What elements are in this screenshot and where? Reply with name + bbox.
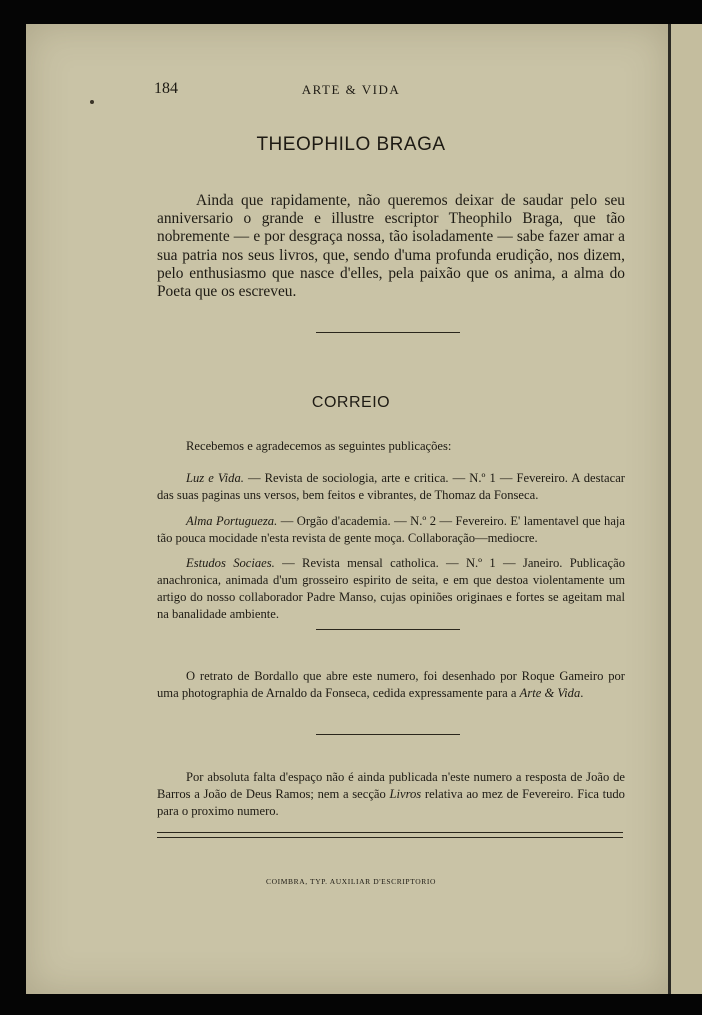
- article-body: Ainda que rapidamente, não queremos deixar de saudar pelo seu anniversario o grande e illustre escriptor Theophilo Braga, que tão nobremente — e por desgraça nossa, tão isoladamente — sabe fazer amar a sua patria nos seus livros, que, sendo d'uma profunda erudição, nos dizem, pelo enthusiasmo que nasce d'elles, pela paixão que os anima, a alma do Poeta que os escreveu.: [157, 192, 625, 301]
- space-note: [157, 769, 625, 820]
- portrait-note-text: O retrato de Bordallo que abre este numero, foi desenhado por Roque Gameiro por uma photographia de Arnaldo da Fonseca, cedida expressamente para a: [157, 669, 625, 700]
- section-divider: [316, 332, 460, 333]
- footer-double-rule: [157, 832, 623, 838]
- printer-imprint: COIMBRA, TYP. AUXILIAR D'ESCRIPTORIO: [266, 877, 436, 886]
- correio-entry: [157, 555, 625, 623]
- correio-intro: Recebemos e agradecemos as seguintes publicações:: [186, 439, 452, 453]
- correio-entry: [157, 513, 625, 547]
- publication-title: Alma Portugueza.: [186, 514, 278, 528]
- publication-title: Estudos Sociaes.: [186, 556, 275, 570]
- publication-description: — Revista de sociologia, arte e critica. — N.º 1 — Fevereiro. A destacar das suas paginas uns versos, bem feitos e vibrantes, de Thomaz da Fonseca.: [157, 471, 625, 502]
- publication-description: — Revista mensal catholica. — N.º 1 — Janeiro. Publicação anachronica, animada d'um grosseiro espirito de seita, e em que destoa violentamente um artigo do nosso collaborador Padre Manso, cujas opiniões originaes e fortes se ageitam mal na banalidade ambiente.: [157, 556, 625, 621]
- article-title: THEOPHILO BRAGA: [256, 134, 446, 155]
- publication-description: — Orgão d'academia. — N.º 2 — Fevereiro. E' lamentavel que haja tão pouca mocidade n'esta revista de gente moça. Collaboração—mediocre.: [157, 514, 626, 545]
- portrait-note-emphasis: Arte & Vida: [519, 686, 581, 700]
- section-divider: [316, 629, 460, 630]
- section-divider: [316, 734, 460, 735]
- adjacent-page-edge: [670, 24, 702, 994]
- publication-title: Luz e Vida.: [186, 471, 244, 485]
- portrait-note: [157, 668, 625, 702]
- space-note-text: Por absoluta falta d'espaço não é ainda publicada n'este numero a resposta de João de Barros a João de Deus Ramos; nem a secção: [157, 770, 625, 801]
- running-head: [26, 80, 668, 100]
- journal-title: ARTE & VIDA: [301, 82, 401, 97]
- correio-title: CORREIO: [311, 394, 391, 411]
- page-number: 184: [154, 80, 178, 97]
- portrait-note-end: .: [580, 686, 584, 700]
- correio-entry: [157, 470, 625, 504]
- book-page: [26, 24, 668, 994]
- ink-speck: [90, 100, 94, 104]
- space-note-emphasis: Livros: [389, 787, 422, 801]
- space-note-end: relativa ao mez de Fevereiro. Fica tudo para o proximo numero.: [157, 787, 625, 818]
